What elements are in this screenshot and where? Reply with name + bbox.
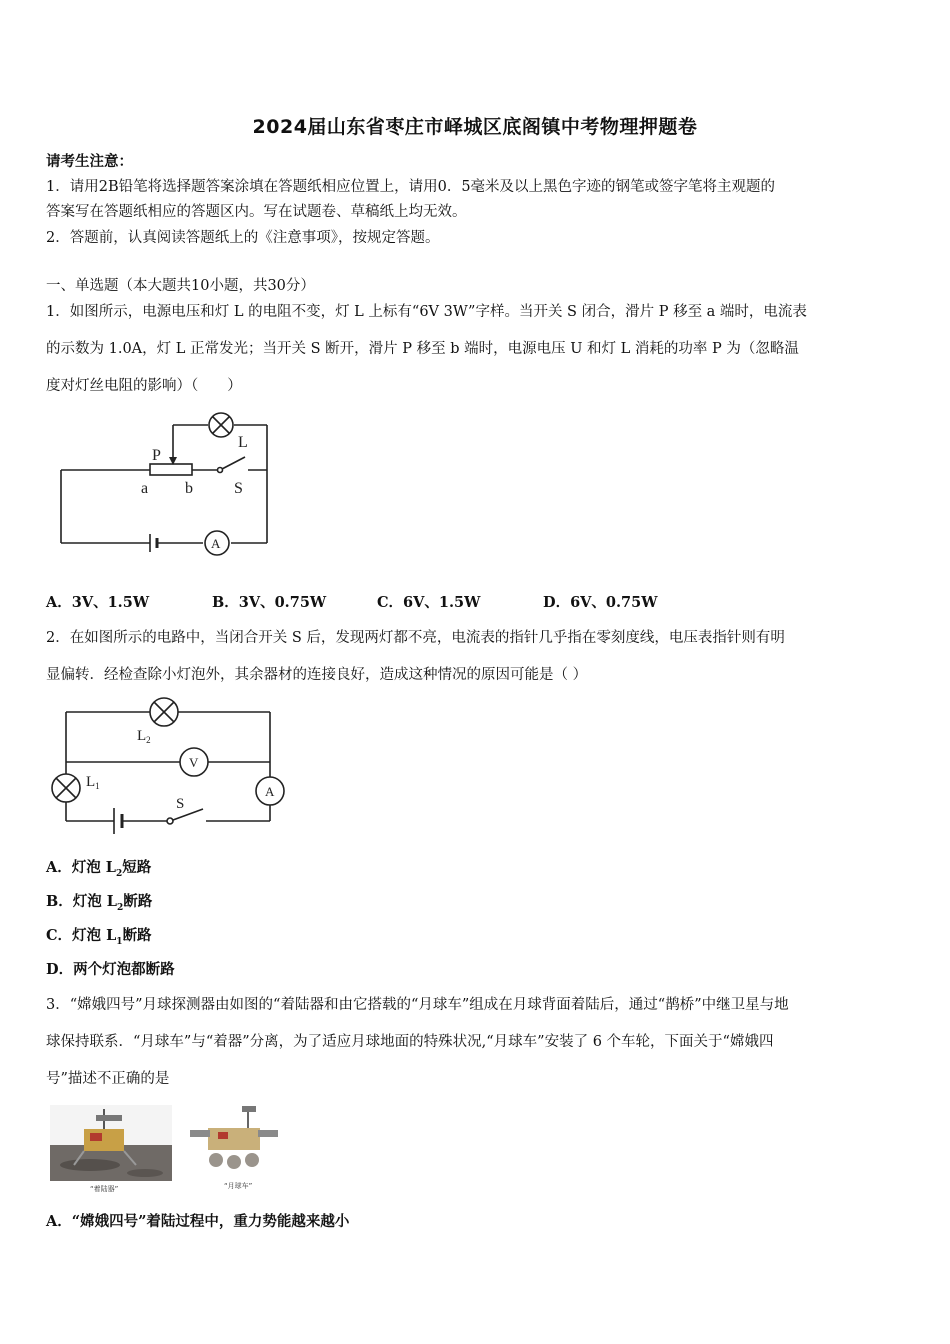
q2-option-d[interactable]: D．两个灯泡都断路	[46, 961, 175, 978]
q1-label-ammeter: A	[211, 536, 221, 551]
q3-line-3: 号”描述不正确的是	[46, 1071, 170, 1087]
q1-option-b[interactable]: B．3V、0.75W	[212, 594, 327, 611]
q2-label-switch: S	[176, 796, 185, 812]
q1-option-a[interactable]: A．3V、1.5W	[46, 594, 150, 611]
q1-line-3: 度对灯丝电阻的影响）（ ）	[46, 378, 242, 394]
lander-image	[50, 1105, 172, 1195]
q2-option-c[interactable]: C．灯泡 $L_1$断路	[46, 927, 152, 947]
q1-circuit-diagram	[55, 405, 275, 560]
q2-label-lamp2-sub: 2	[146, 735, 151, 745]
lander-caption: “着陆器”	[90, 1185, 119, 1193]
q2-option-b[interactable]: B．灯泡 $L_2$断路	[46, 893, 153, 913]
q2-label-lamp1: L	[86, 774, 96, 790]
svg-text:L1	[86, 774, 100, 791]
rover-image	[182, 1100, 294, 1195]
q2-label-ammeter: A	[265, 784, 275, 799]
svg-text:L2	[137, 728, 151, 745]
q2-label-lamp1-sub: 1	[95, 781, 100, 791]
q2-option-a[interactable]: A．灯泡 $L_2$短路	[46, 859, 152, 879]
q1-label-a: a	[141, 480, 149, 497]
rover-caption: “月球车”	[224, 1182, 253, 1190]
notice-line-3: 2．答题前，认真阅读答题纸上的《注意事项》，按规定答题。	[46, 230, 440, 246]
q2-line-1: 2．在如图所示的电路中，当闭合开关 S 后，发现两灯都不亮，电流表的指针几乎指在零刻度线，电压表指针则有明	[46, 630, 785, 646]
q2-label-voltmeter: V	[189, 755, 199, 770]
exam-title: 2024届山东省枣庄市峄城区底阁镇中考物理押题卷	[252, 116, 698, 138]
q1-option-c[interactable]: C．6V、1.5W	[377, 594, 481, 611]
q3-line-2: 球保持联系．“月球车”与“着器”分离，为了适应月球地面的特殊状况,“月球车”安装了 6 个车轮，下面关于“嫦娥四	[46, 1034, 774, 1050]
q2-label-lamp2: L	[137, 728, 147, 744]
section-heading: 一、单选题（本大题共10小题，共30分）	[46, 278, 315, 294]
q1-option-d[interactable]: D．6V、0.75W	[543, 594, 658, 611]
notice-line-2: 答案写在答题纸相应的答题区内。写在试题卷、草稿纸上均无效。	[46, 204, 467, 220]
notice-line-1: 1．请用2B铅笔将选择题答案涂填在答题纸相应位置上，请用0．5毫米及以上黑色字迹的钢笔或签字笔将主观题的	[46, 179, 776, 195]
q2-circuit-diagram	[48, 698, 298, 833]
q1-line-2: 的示数为 1.0A，灯 L 正常发光；当开关 S 断开，滑片 P 移至 b 端时，电源电压 U 和灯 L 消耗的功率 P 为（忽略温	[46, 341, 799, 357]
q3-option-a[interactable]: A．“嫦娥四号”着陆过程中，重力势能越来越小	[46, 1213, 350, 1230]
q1-label-lamp: L	[238, 434, 248, 451]
q3-line-1: 3．“嫦娥四号”月球探测器由如图的“着陆器和由它搭载的“月球车”组成在月球背面着陆后，通过“鹊桥”中继卫星与地	[46, 997, 789, 1013]
q1-label-switch: S	[234, 480, 243, 497]
notice-heading: 请考生注意：	[46, 153, 133, 170]
q1-label-b: b	[185, 480, 193, 497]
q2-line-2: 显偏转．经检查除小灯泡外，其余器材的连接良好，造成这种情况的原因可能是（ ）	[46, 667, 588, 683]
q1-line-1: 1．如图所示，电源电压和灯 L 的电阻不变，灯 L 上标有“6V 3W”字样。当开关 S 闭合，滑片 P 移至 a 端时，电流表	[46, 304, 807, 320]
q1-label-slider: P	[152, 447, 161, 464]
